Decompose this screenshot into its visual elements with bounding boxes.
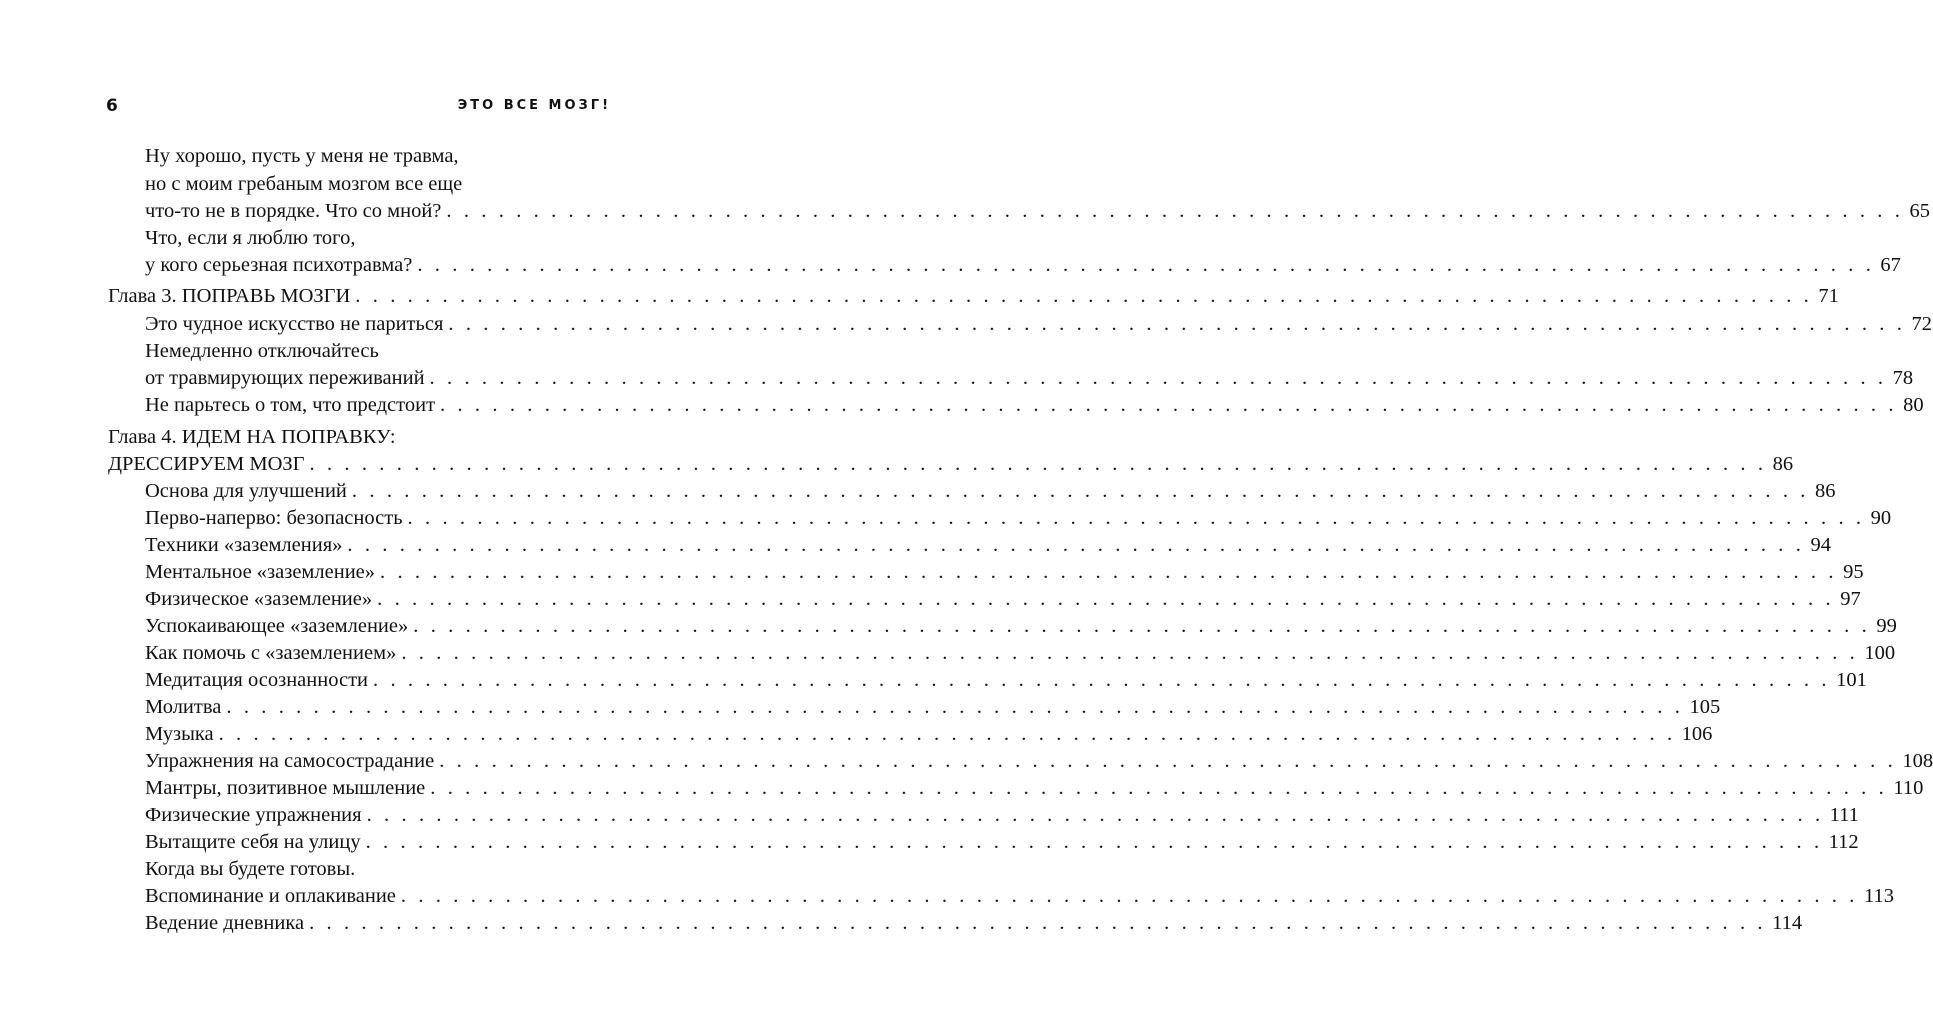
toc-entry-text: Музыка: [145, 723, 214, 745]
toc-page-number: 78: [1892, 367, 1914, 389]
toc-page-number: 105: [1689, 696, 1721, 718]
dot-leader: . . . . . . . . . . . . . . . . . . . . . . . . . . . . . . . . . . . . . . . . . . . . . . . . . . . . . . . . . . . . . . . . . . . . . . . . . . . . . . . . . . . .: [365, 831, 1823, 853]
toc-chapter-entry: [108, 283, 1839, 310]
dot-leader: . . . . . . . . . . . . . . . . . . . . . . . . . . . . . . . . . . . . . . . . . . . . . . . . . . . . . . . . . . . . . . . . . . . . . . . . . . . . . . . . . . . .: [309, 912, 1767, 934]
dot-leader: . . . . . . . . . . . . . . . . . . . . . . . . . . . . . . . . . . . . . . . . . . . . . . . . . . . . . . . . . . . . . . . . . . . . . . . . . . . . . . . . . . . .: [218, 723, 1676, 745]
toc-entry: [145, 910, 1803, 937]
toc-entry-text: Упражнения на самосострадание: [145, 750, 435, 772]
toc-entry: [145, 478, 1836, 505]
toc-page-number: 65: [1909, 200, 1930, 222]
toc-entry-text: Это чудное искусство не париться: [145, 313, 444, 335]
toc-entry-text: Молитва: [145, 696, 222, 718]
toc-entry-text: Что, если я люблю того,: [145, 227, 356, 249]
toc-page-number: 112: [1828, 831, 1859, 853]
toc-entry: [145, 748, 1933, 775]
toc-entry-text: что-то не в порядке. Что со мной?: [145, 200, 442, 222]
toc-page-number: 99: [1876, 615, 1897, 637]
toc-chapter-text: Глава 3. ПОПРАВЬ МОЗГИ: [108, 285, 351, 307]
toc-entry-text: Ментальное «заземление»: [145, 561, 376, 583]
toc-entry: [145, 559, 1864, 586]
toc-entry-text: Как помочь с «заземлением»: [145, 642, 397, 664]
toc-entry-text: Когда вы будете готовы.: [145, 858, 356, 880]
toc-entry: [145, 640, 1896, 667]
toc-page-number: 101: [1836, 669, 1867, 691]
dot-leader: . . . . . . . . . . . . . . . . . . . . . . . . . . . . . . . . . . . . . . . . . . . . . . . . . . . . . . . . . . . . . . . . . . . . . . . . . . . . . . . . . . . .: [448, 313, 1906, 335]
toc-chapter-entry: [108, 451, 1794, 478]
toc-chapter-text: ДРЕССИРУЕМ МОЗГ: [108, 453, 305, 475]
toc-entry-text: у кого серьезная психотравма?: [145, 254, 413, 276]
toc-chapter-line: [108, 424, 608, 451]
toc-entry-text: Медитация осознанности: [145, 669, 368, 691]
toc-entry: [145, 532, 1831, 559]
dot-leader: . . . . . . . . . . . . . . . . . . . . . . . . . . . . . . . . . . . . . . . . . . . . . . . . . . . . . . . . . . . . . . . . . . . . . . . . . . . . . . . . . . . .: [429, 367, 1887, 389]
toc-entry: [145, 586, 1861, 613]
toc-entry-text: от травмирующих переживаний: [145, 367, 425, 389]
toc-entry-text: Ну хорошо, пусть у меня не травма,: [145, 145, 459, 167]
toc-line: [145, 143, 608, 170]
toc-entry: [145, 667, 1867, 694]
toc-entry: [145, 613, 1897, 640]
toc-page-number: 86: [1815, 480, 1836, 502]
running-head: ЭТО ВСЕ МОЗГ!: [457, 98, 611, 113]
toc-entry: [145, 365, 1914, 392]
page-header: [106, 96, 611, 120]
toc-line: [145, 338, 608, 365]
dot-leader: . . . . . . . . . . . . . . . . . . . . . . . . . . . . . . . . . . . . . . . . . . . . . . . . . . . . . . . . . . . . . . . . . . . . . . . . . . . . . . . . . . . .: [226, 696, 1684, 718]
toc-entry: [145, 883, 1894, 910]
toc-page-number: 111: [1829, 804, 1859, 826]
toc-page-number: 72: [1911, 313, 1932, 335]
toc-page-number: 114: [1772, 912, 1803, 934]
toc-page-number: 80: [1903, 394, 1924, 416]
toc-entry-text: Вспоминание и оплакивание: [145, 885, 396, 907]
toc-entry: [145, 392, 1924, 419]
dot-leader: . . . . . . . . . . . . . . . . . . . . . . . . . . . . . . . . . . . . . . . . . . . . . . . . . . . . . . . . . . . . . . . . . . . . . . . . . . . . . . . . . . . .: [401, 642, 1859, 664]
toc-page-number: 110: [1893, 777, 1924, 799]
toc-entry-text: Основа для улучшений: [145, 480, 347, 502]
dot-leader: . . . . . . . . . . . . . . . . . . . . . . . . . . . . . . . . . . . . . . . . . . . . . . . . . . . . . . . . . . . . . . . . . . . . . . . . . . . . . . . . . . . .: [400, 885, 1858, 907]
dot-leader: . . . . . . . . . . . . . . . . . . . . . . . . . . . . . . . . . . . . . . . . . . . . . . . . . . . . . . . . . . . . . . . . . . . . . . . . . . . . . . . . . . . .: [377, 588, 1835, 610]
toc-line: [145, 171, 608, 198]
toc-page-number: 67: [1880, 254, 1901, 276]
toc-entry: [145, 505, 1892, 532]
dot-leader: . . . . . . . . . . . . . . . . . . . . . . . . . . . . . . . . . . . . . . . . . . . . . . . . . . . . . . . . . . . . . . . . . . . . . . . . . . . . . . . . . . . .: [373, 669, 1831, 691]
toc-page-number: 100: [1864, 642, 1896, 664]
dot-leader: . . . . . . . . . . . . . . . . . . . . . . . . . . . . . . . . . . . . . . . . . . . . . . . . . . . . . . . . . . . . . . . . . . . . . . . . . . . . . . . . . . . .: [351, 480, 1809, 502]
toc-page-number: 97: [1840, 588, 1861, 610]
toc-line: [145, 856, 608, 883]
page-number: 6: [106, 96, 118, 116]
toc-page-number: 108: [1902, 750, 1933, 772]
toc-entry: [145, 775, 1924, 802]
toc-entry-text: но с моим гребаным мозгом все еще: [145, 173, 463, 195]
toc-entry-text: Мантры, позитивное мышление: [145, 777, 426, 799]
dot-leader: . . . . . . . . . . . . . . . . . . . . . . . . . . . . . . . . . . . . . . . . . . . . . . . . . . . . . . . . . . . . . . . . . . . . . . . . . . . . . . . . . . . .: [355, 285, 1813, 307]
toc-entry-text: Немедленно отключайтесь: [145, 340, 379, 362]
dot-leader: . . . . . . . . . . . . . . . . . . . . . . . . . . . . . . . . . . . . . . . . . . . . . . . . . . . . . . . . . . . . . . . . . . . . . . . . . . . . . . . . . . . .: [417, 254, 1875, 276]
dot-leader: . . . . . . . . . . . . . . . . . . . . . . . . . . . . . . . . . . . . . . . . . . . . . . . . . . . . . . . . . . . . . . . . . . . . . . . . . . . . . . . . . . . .: [440, 394, 1898, 416]
dot-leader: . . . . . . . . . . . . . . . . . . . . . . . . . . . . . . . . . . . . . . . . . . . . . . . . . . . . . . . . . . . . . . . . . . . . . . . . . . . . . . . . . . . .: [430, 777, 1888, 799]
dot-leader: . . . . . . . . . . . . . . . . . . . . . . . . . . . . . . . . . . . . . . . . . . . . . . . . . . . . . . . . . . . . . . . . . . . . . . . . . . . . . . . . . . . .: [407, 507, 1865, 529]
toc-entry-text: Вытащите себя на улицу: [145, 831, 361, 853]
toc-entry: [145, 802, 1859, 829]
toc-entry: [145, 721, 1713, 748]
dot-leader: . . . . . . . . . . . . . . . . . . . . . . . . . . . . . . . . . . . . . . . . . . . . . . . . . . . . . . . . . . . . . . . . . . . . . . . . . . . . . . . . . . . .: [439, 750, 1897, 772]
toc-page-number: 106: [1681, 723, 1713, 745]
toc-entry: [145, 311, 1932, 338]
toc-entry: [145, 198, 1930, 225]
dot-leader: . . . . . . . . . . . . . . . . . . . . . . . . . . . . . . . . . . . . . . . . . . . . . . . . . . . . . . . . . . . . . . . . . . . . . . . . . . . . . . . . . . . .: [347, 534, 1805, 556]
dot-leader: . . . . . . . . . . . . . . . . . . . . . . . . . . . . . . . . . . . . . . . . . . . . . . . . . . . . . . . . . . . . . . . . . . . . . . . . . . . . . . . . . . . .: [446, 200, 1904, 222]
toc-entry-text: Успокаивающее «заземление»: [145, 615, 409, 637]
toc-entry-text: Физические упражнения: [145, 804, 362, 826]
dot-leader: . . . . . . . . . . . . . . . . . . . . . . . . . . . . . . . . . . . . . . . . . . . . . . . . . . . . . . . . . . . . . . . . . . . . . . . . . . . . . . . . . . . .: [366, 804, 1824, 826]
toc-page-number: 86: [1772, 453, 1794, 475]
toc-entry: [145, 694, 1721, 721]
toc-page-number: 90: [1870, 507, 1892, 529]
toc-entry-text: Ведение дневника: [145, 912, 305, 934]
toc-entry-text: Физическое «заземление»: [145, 588, 373, 610]
toc-line: [145, 225, 608, 252]
toc-chapter-text: Глава 4. ИДЕМ НА ПОПРАВКУ:: [108, 426, 396, 448]
dot-leader: . . . . . . . . . . . . . . . . . . . . . . . . . . . . . . . . . . . . . . . . . . . . . . . . . . . . . . . . . . . . . . . . . . . . . . . . . . . . . . . . . . . .: [413, 615, 1871, 637]
toc-page-number: 95: [1843, 561, 1864, 583]
toc-entry-text: Техники «заземления»: [145, 534, 343, 556]
dot-leader: . . . . . . . . . . . . . . . . . . . . . . . . . . . . . . . . . . . . . . . . . . . . . . . . . . . . . . . . . . . . . . . . . . . . . . . . . . . . . . . . . . . .: [309, 453, 1767, 475]
toc-page-number: 71: [1818, 285, 1839, 307]
toc-entry: [145, 829, 1859, 856]
toc-entry-text: Не парьтесь о том, что предстоит: [145, 394, 436, 416]
dot-leader: . . . . . . . . . . . . . . . . . . . . . . . . . . . . . . . . . . . . . . . . . . . . . . . . . . . . . . . . . . . . . . . . . . . . . . . . . . . . . . . . . . . .: [380, 561, 1838, 583]
toc-page-number: 113: [1863, 885, 1894, 907]
toc-entry-text: Перво-наперво: безопасность: [145, 507, 403, 529]
toc-page-number: 94: [1810, 534, 1831, 556]
toc-entry: [145, 252, 1901, 279]
